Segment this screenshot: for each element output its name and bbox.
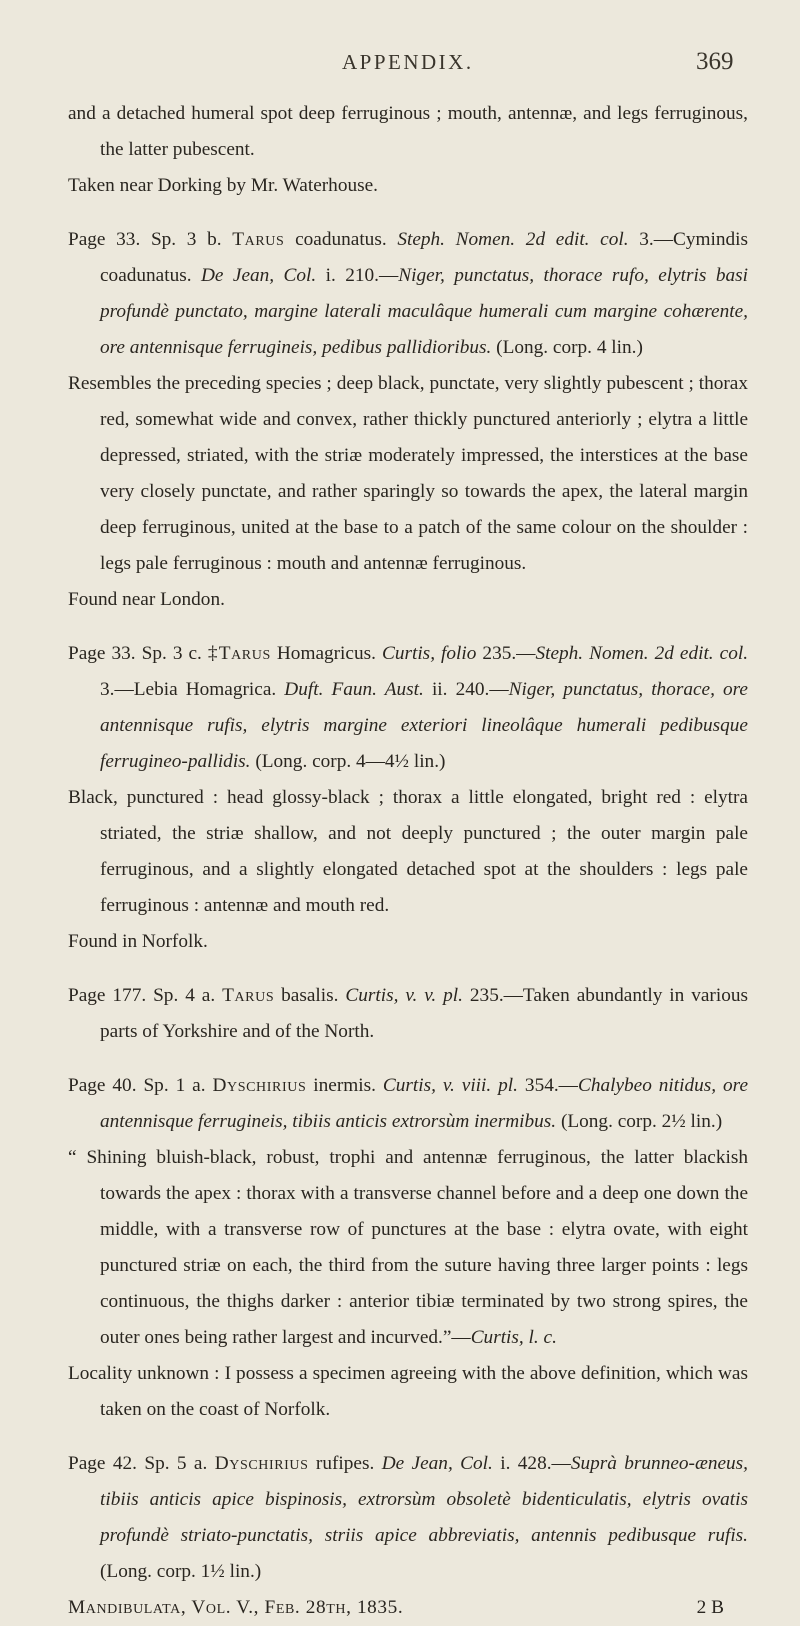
citation-tail: i. 428.— (500, 1453, 571, 1474)
species: rufipes. (315, 1453, 375, 1474)
genus: Tarus (222, 985, 275, 1006)
intro-text: and a detached humeral spot deep ferruginous ; mouth, antennæ, and legs ferruginous, the latter pubescent. (68, 103, 748, 160)
species: basalis. (281, 985, 339, 1006)
locality: Found near London. (68, 589, 225, 610)
entry-heading (68, 222, 748, 366)
entry-heading (68, 1068, 748, 1140)
locality: Locality unknown : I possess a specimen agreeing with the above definition, which was taken on the coast of Norfolk. (68, 1363, 748, 1420)
genus: Tarus (232, 229, 285, 250)
entry-tarus-basalis (68, 978, 748, 1050)
quoted-description (68, 1140, 748, 1356)
page-ref: Page 42. Sp. 5 a. (68, 1453, 208, 1474)
entry-heading (68, 1446, 748, 1590)
genus: Dyschirius (212, 1075, 307, 1096)
entry-tarus-coadunatus (68, 222, 748, 618)
citation: De Jean, Col. (381, 1453, 493, 1474)
page-ref: Page 33. Sp. 3 c. ‡ (68, 643, 219, 664)
citation-tail: 235.—Taken abundantly in various parts of Yorkshire and of the North. (100, 985, 748, 1042)
entry-tarus-homagricus (68, 636, 748, 960)
latin-diagnosis: Suprà brunneo-æneus, tibiis anticis apice bispinosis, extrorsùm obsoletè bidenticulatis, elytris ovatis profundè striato-punctatis, striis apice abbreviatis, antennis pedibusque rufis. (100, 1453, 748, 1546)
page-ref: Page 177. Sp. 4 a. (68, 985, 216, 1006)
citation-tail: 3.—Cymindis coadunatus. (100, 229, 748, 286)
signature-mark: 2 B (696, 1597, 724, 1618)
page-number: 369 (696, 48, 734, 75)
citation-2-tail: 3.—Lebia Homagrica. (100, 679, 277, 700)
species: Homagricus. (276, 643, 376, 664)
genus: Tarus (218, 643, 271, 664)
description: Black, punctured : head glossy-black ; thorax a little elongated, bright red : elytra striated, the striæ shallow, and not deeply punctured ; the outer margin pale ferruginous, and a slightly elongated detached spot at the shoulders : legs pale ferruginous : antennæ and mouth red. (68, 787, 748, 916)
page-body (68, 96, 748, 1626)
page-ref: Page 40. Sp. 1 a. (68, 1075, 206, 1096)
citation-2: De Jean, Col. (200, 265, 317, 286)
intro-entry (68, 96, 748, 204)
entry-heading (68, 978, 748, 1050)
citation-3: Duft. Faun. Aust. (284, 679, 424, 700)
quote-text: “ Shining bluish-black, robust, trophi and antennæ ferruginous, the latter blackish towards the apex : thorax with a transverse channel before and a deep one down the middle, with a transverse row of punctures at the base : elytra ovate, with eight punctured striæ on each, the third from the suture having three larger points : legs continuous, the thighs darker : anterior tibiæ terminated by two strong spires, the outer ones being rather largest and incurved.”— (68, 1147, 748, 1348)
entry-dyschirius-inermis (68, 1068, 748, 1428)
quote-source: Curtis, l. c. (470, 1327, 557, 1348)
page-ref: Page 33. Sp. 3 b. (68, 229, 222, 250)
citation-tail: 354.— (524, 1075, 578, 1096)
citation-2: Steph. Nomen. 2d edit. col. (535, 643, 749, 664)
entry-dyschirius-rufipes (68, 1446, 748, 1626)
size-note: (Long. corp. 1½ lin.) (100, 1561, 262, 1582)
citation: Curtis, folio (381, 643, 477, 664)
citation: Curtis, v. viii. pl. (382, 1075, 518, 1096)
size-note: (Long. corp. 4—4½ lin.) (255, 751, 446, 772)
page-header (0, 50, 800, 90)
latin-diagnosis: Niger, punctatus, thorace rufo, elytris basi profundè punctato, margine laterali maculâque humerali cum margine cohærente, ore antennisque ferrugineis, pedibus pallidioribus. (100, 265, 748, 358)
size-note: (Long. corp. 4 lin.) (496, 337, 643, 358)
locality: Found in Norfolk. (68, 931, 208, 952)
species: inermis. (313, 1075, 376, 1096)
latin-diagnosis: Chalybeo nitidus, ore antennisque ferrugineis, tibiis anticis extrorsùm inermibus. (100, 1075, 749, 1132)
citation: Steph. Nomen. 2d edit. col. (397, 229, 629, 250)
description: Resembles the preceding species ; deep black, punctate, very slightly pubescent ; thorax red, somewhat wide and convex, rather thickly punctured anteriorly ; elytra a little depressed, striated, with the striæ moderately impressed, the interstices at the base very closely punctate, and rather sparingly so towards the apex, the lateral margin deep ferruginous, united at the base to a patch of the same colour on the shoulder : legs pale ferruginous : mouth and antennæ ferruginous. (68, 373, 748, 574)
citation-tail: 235.— (482, 643, 536, 664)
imprint: Mandibulata, Vol. V., Feb. 28th, 1835. (68, 1597, 404, 1618)
intro-locality: Taken near Dorking by Mr. Waterhouse. (68, 175, 378, 196)
intro-line (68, 96, 748, 168)
citation-3-tail: ii. 240.— (431, 679, 509, 700)
entry-heading (68, 636, 748, 780)
size-note: (Long. corp. 2½ lin.) (560, 1111, 723, 1132)
citation: Curtis, v. v. pl. (345, 985, 463, 1006)
running-head: APPENDIX. (342, 50, 474, 74)
species: coadunatus. (295, 229, 387, 250)
latin-diagnosis: Niger, punctatus, thorace, ore antennisque rufis, elytris margine exteriori lineolâque humerali pedibusque ferrugineo-pallidis. (100, 679, 748, 772)
citation-2-tail: i. 210.— (325, 265, 399, 286)
genus: Dyschirius (214, 1453, 309, 1474)
imprint-line (68, 1590, 748, 1626)
